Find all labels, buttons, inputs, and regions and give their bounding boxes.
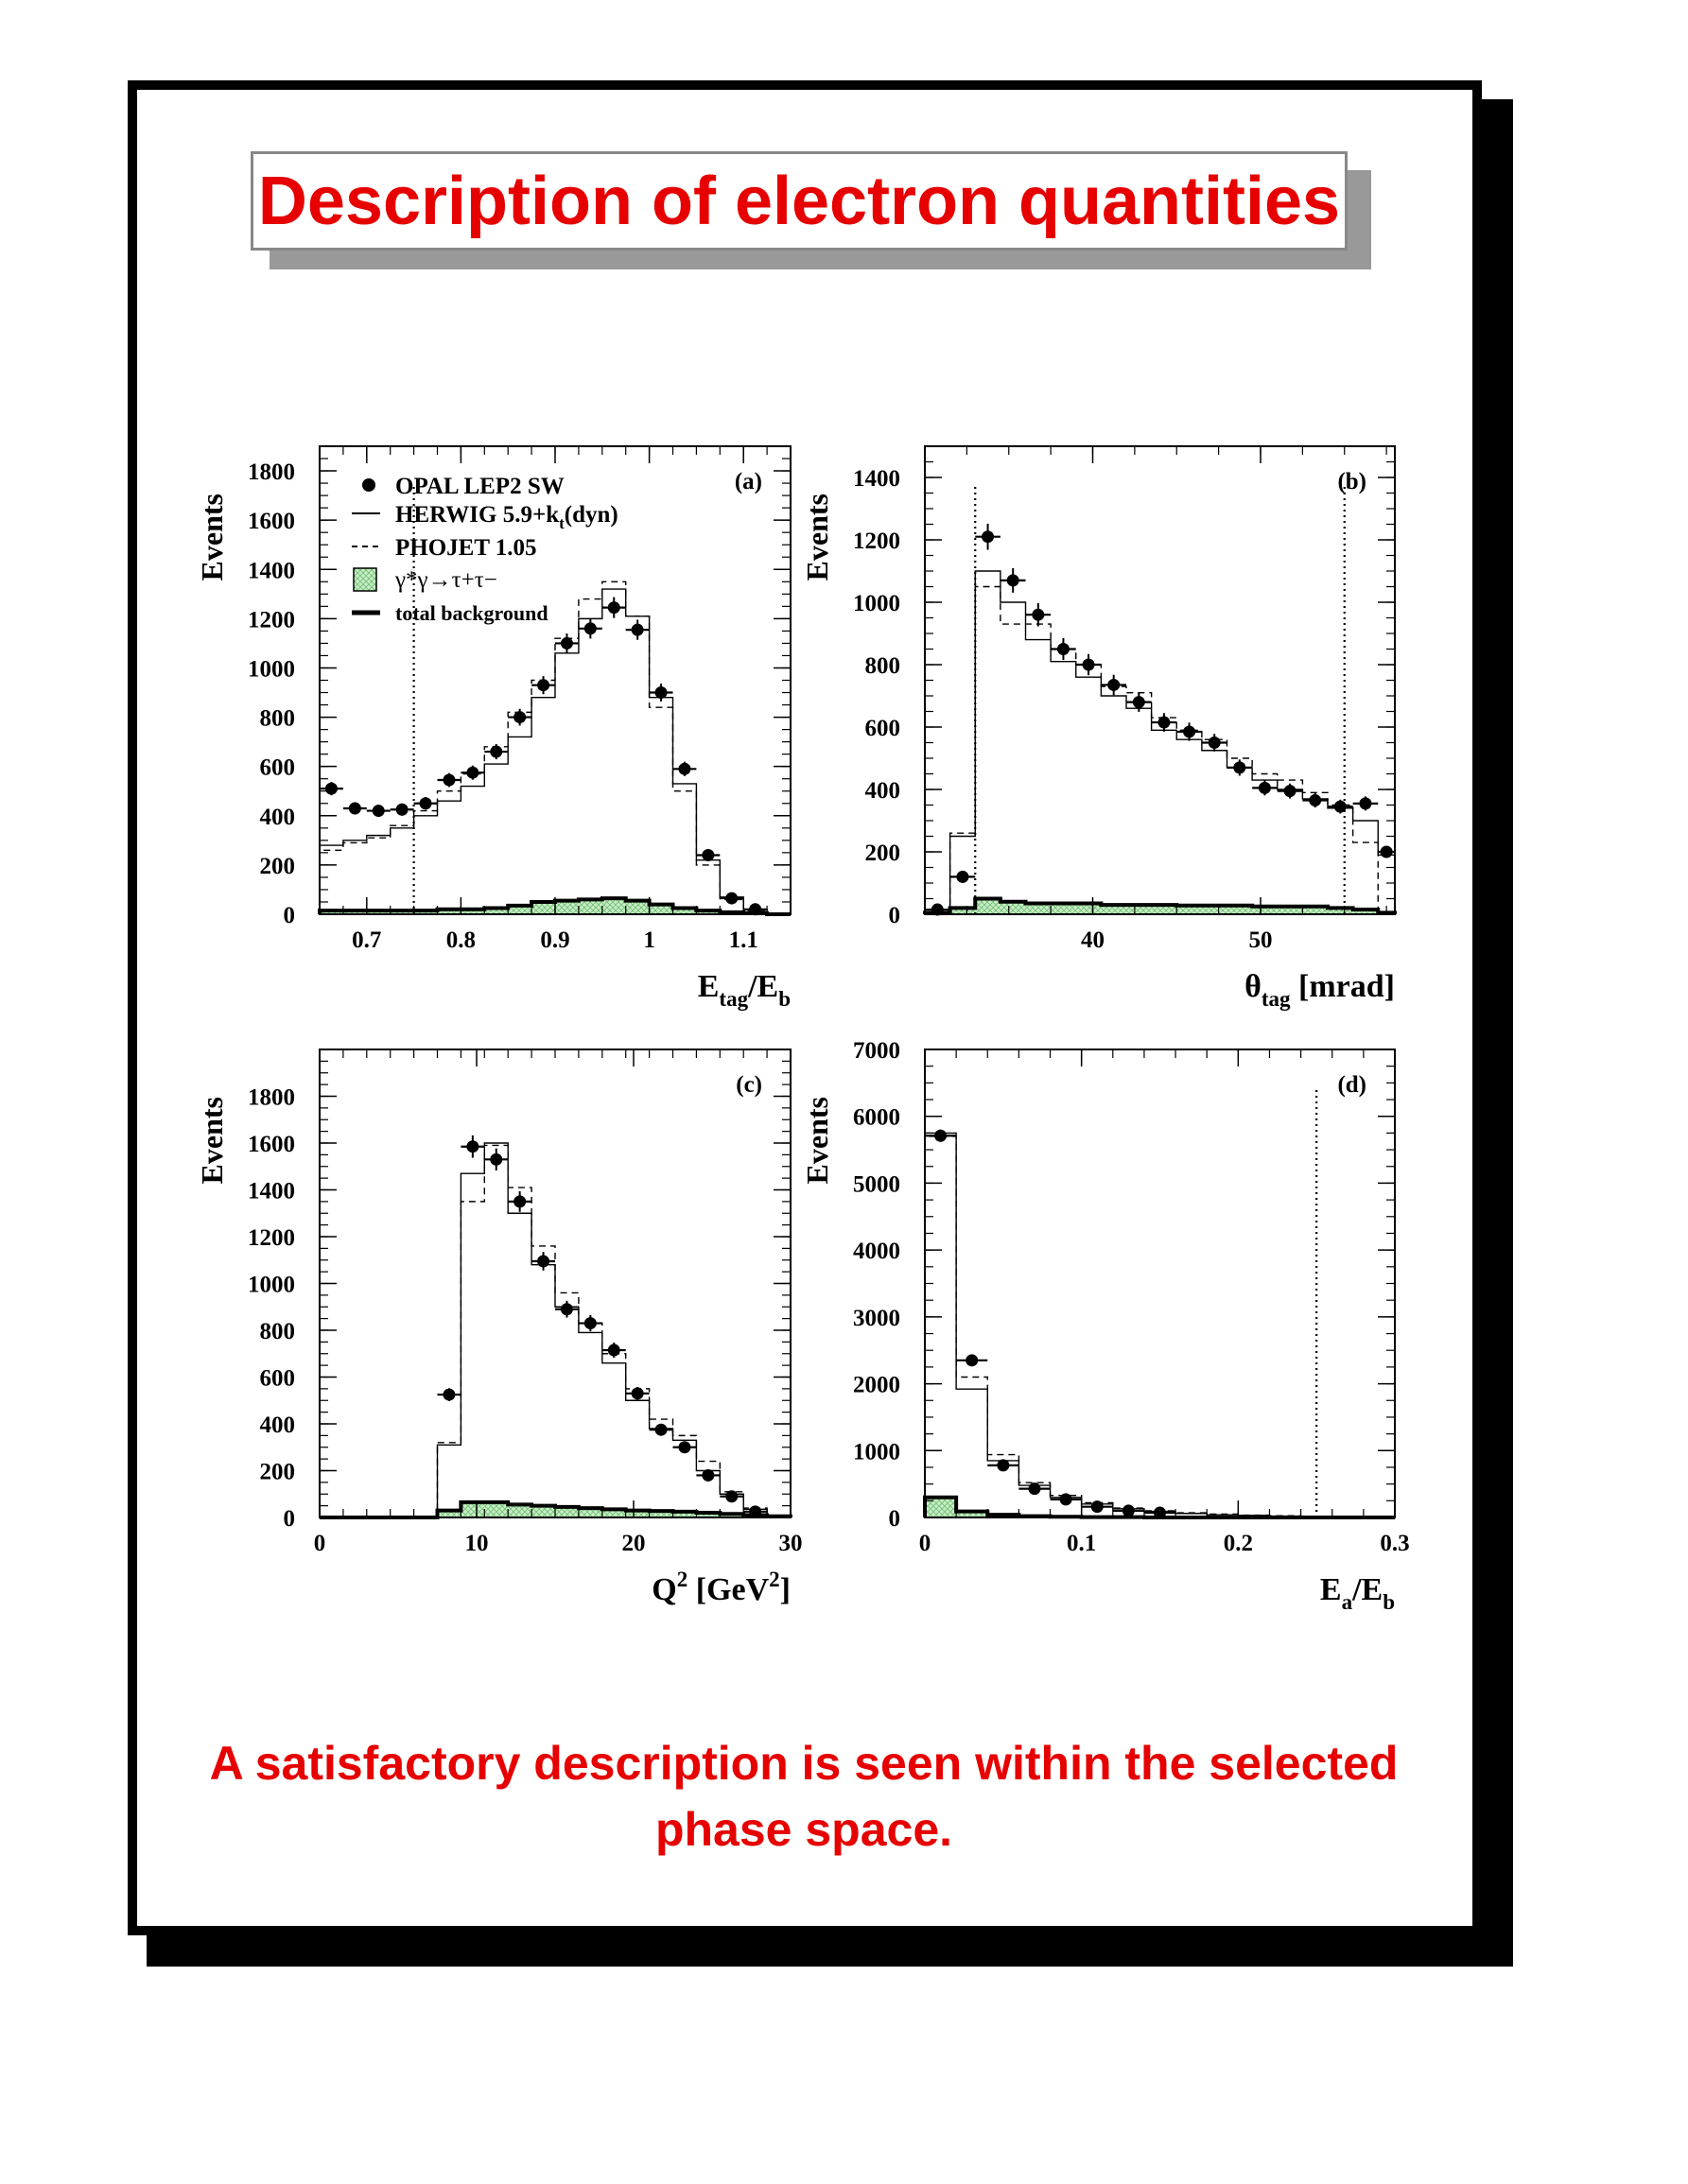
y-tick-label: 1000 xyxy=(248,1272,295,1298)
background-bin xyxy=(484,1502,508,1517)
y-tick-label: 4000 xyxy=(853,1239,900,1265)
y-tick-label: 800 xyxy=(259,1319,295,1344)
legend-tautau-swatch xyxy=(354,568,376,591)
background-bin xyxy=(461,1502,484,1517)
y-tick-label: 400 xyxy=(259,1413,295,1438)
data-point xyxy=(1107,679,1120,691)
y-tick-label: 600 xyxy=(259,754,295,781)
y-tick-label: 400 xyxy=(259,804,295,830)
data-point xyxy=(325,783,338,795)
panel-4 xyxy=(800,1038,1410,1614)
background-bin xyxy=(579,899,602,914)
legend-herwig-sub: t xyxy=(559,514,565,532)
y-tick-label: 7000 xyxy=(853,1038,900,1064)
conclusion-line-1: A satisfactory description is seen within the selected xyxy=(209,1737,1399,1790)
data-point xyxy=(982,530,994,543)
y-tick-label: 200 xyxy=(864,841,900,866)
y-tick-label: 1800 xyxy=(248,1084,295,1111)
panel-2 xyxy=(800,446,1395,1011)
plot-frame xyxy=(925,1049,1395,1517)
data-point xyxy=(373,805,385,817)
x-tick-label: 30 xyxy=(778,1531,803,1556)
data-point xyxy=(1028,1482,1040,1495)
data-point xyxy=(561,1303,573,1315)
y-tick-label: 400 xyxy=(864,778,900,804)
x-tick-label: 0 xyxy=(313,1531,326,1556)
y-tick-label: 0 xyxy=(283,903,295,928)
x-tick-label: 1.1 xyxy=(728,927,758,953)
data-point xyxy=(443,774,455,787)
y-tick-label: 0 xyxy=(283,1506,295,1532)
plot-frame xyxy=(925,446,1395,914)
x-tick-label: 50 xyxy=(1248,927,1273,953)
data-point xyxy=(749,1505,761,1517)
background-bin xyxy=(975,899,1001,915)
x-tick-label: 1 xyxy=(643,927,655,953)
panel-label: (a) xyxy=(734,469,762,494)
y-tick-label: 0 xyxy=(888,903,900,928)
background-bin xyxy=(508,1504,531,1517)
legend-tautau-label: γ*γ→τ+τ− xyxy=(395,567,497,593)
data-point xyxy=(349,802,361,814)
data-point xyxy=(513,1195,526,1207)
data-point xyxy=(632,624,644,636)
y-axis-label: Events xyxy=(800,494,834,581)
phojet-histogram xyxy=(320,1145,791,1517)
data-point xyxy=(561,637,573,650)
data-point xyxy=(1209,737,1221,749)
data-point xyxy=(934,1130,947,1142)
data-point xyxy=(702,849,714,861)
y-tick-label: 1200 xyxy=(248,1225,295,1251)
data-point xyxy=(725,1490,738,1502)
data-point xyxy=(1309,794,1321,806)
conclusion-text xyxy=(142,1730,1466,1863)
data-point xyxy=(584,622,597,634)
data-point xyxy=(1359,797,1371,809)
data-point xyxy=(655,686,668,699)
y-tick-label: 1400 xyxy=(248,1178,295,1205)
data-point xyxy=(1060,1493,1072,1505)
x-tick-label: 0.2 xyxy=(1223,1531,1253,1556)
data-point xyxy=(1032,609,1044,621)
x-tick-label: 0.3 xyxy=(1380,1531,1410,1556)
y-tick-label: 1200 xyxy=(853,529,900,554)
data-point xyxy=(1122,1504,1135,1517)
panel-1 xyxy=(195,446,791,1011)
y-tick-label: 1000 xyxy=(853,1439,900,1465)
y-tick-label: 2000 xyxy=(853,1372,900,1398)
data-point xyxy=(608,1344,620,1357)
background-bin xyxy=(602,898,626,914)
x-axis-label: $\theta_{tag}$ [mrad] xyxy=(1244,969,1395,1011)
y-tick-label: 1400 xyxy=(853,466,900,492)
y-tick-label: 1000 xyxy=(853,591,900,616)
herwig-histogram xyxy=(925,571,1395,914)
data-point xyxy=(1233,761,1245,773)
data-point xyxy=(1057,643,1070,655)
data-point xyxy=(420,797,432,809)
y-tick-label: 0 xyxy=(888,1506,900,1532)
y-tick-label: 3000 xyxy=(853,1305,900,1331)
x-tick-label: 40 xyxy=(1081,927,1105,953)
data-point xyxy=(1284,785,1296,797)
data-point xyxy=(537,679,549,691)
y-axis-label: Events xyxy=(800,1097,834,1185)
y-tick-label: 600 xyxy=(259,1365,295,1392)
conclusion-line-2: phase space. xyxy=(654,1803,953,1856)
data-point xyxy=(608,601,620,614)
x-tick-label: 0.8 xyxy=(445,927,477,953)
legend-herwig-label xyxy=(395,502,618,532)
phojet-histogram xyxy=(925,587,1395,915)
data-point xyxy=(584,1317,597,1329)
data-point xyxy=(537,1255,549,1267)
y-tick-label: 600 xyxy=(864,716,900,741)
data-point xyxy=(1007,574,1019,586)
data-point xyxy=(1183,725,1195,737)
panel-label: (d) xyxy=(1337,1072,1366,1098)
x-tick-label: 0 xyxy=(918,1531,931,1556)
data-point xyxy=(1083,659,1095,671)
data-point xyxy=(466,1140,479,1153)
data-point xyxy=(655,1424,668,1436)
data-point xyxy=(725,893,738,905)
y-tick-label: 200 xyxy=(259,853,295,879)
legend-total-bg-label: total background xyxy=(395,601,548,625)
panel-3 xyxy=(195,1049,803,1607)
herwig-histogram xyxy=(320,1143,791,1517)
y-tick-label: 800 xyxy=(864,653,900,679)
y-tick-label: 1800 xyxy=(248,459,295,486)
x-tick-label: 0.7 xyxy=(352,927,382,953)
y-tick-label: 6000 xyxy=(853,1104,900,1131)
data-point xyxy=(678,1441,690,1453)
data-point xyxy=(1334,801,1347,813)
data-point xyxy=(1091,1500,1104,1513)
legend-data-marker xyxy=(362,478,375,492)
background-bin xyxy=(555,901,579,914)
data-point xyxy=(1133,696,1145,708)
y-axis-label: Events xyxy=(195,494,229,581)
herwig-histogram xyxy=(925,1133,1395,1517)
y-tick-label: 1400 xyxy=(248,558,295,584)
data-point xyxy=(513,711,526,723)
data-point xyxy=(678,763,690,775)
x-tick-label: 0.9 xyxy=(540,927,570,953)
data-point xyxy=(956,871,968,883)
legend-herwig-main: HERWIG 5.9+k xyxy=(395,502,560,528)
data-point xyxy=(1259,782,1271,794)
panel-label: (c) xyxy=(736,1072,762,1098)
x-tick-label: 10 xyxy=(464,1531,489,1556)
x-tick-label: 20 xyxy=(621,1531,646,1556)
x-axis-label: $E_{tag}/E_b$ xyxy=(697,969,791,1011)
legend-phojet-label: PHOJET 1.05 xyxy=(395,535,537,561)
legend-data-label: OPAL LEP2 SW xyxy=(395,474,565,499)
y-tick-label: 1600 xyxy=(248,1132,295,1157)
panel-label: (b) xyxy=(1337,469,1366,494)
background-bin xyxy=(626,901,650,914)
y-tick-label: 200 xyxy=(259,1459,295,1485)
data-point xyxy=(632,1387,644,1399)
data-point xyxy=(396,804,409,816)
y-tick-label: 1600 xyxy=(248,509,295,535)
data-point xyxy=(466,767,479,779)
data-point xyxy=(490,746,502,758)
y-tick-label: 1000 xyxy=(248,656,295,683)
x-axis-label: $Q^2$ [GeV$^2$] xyxy=(652,1568,791,1607)
data-point xyxy=(490,1153,502,1166)
x-tick-label: 0.1 xyxy=(1067,1531,1097,1556)
data-point xyxy=(966,1354,978,1366)
y-axis-label: Events xyxy=(195,1097,229,1185)
data-point xyxy=(443,1389,455,1401)
data-point xyxy=(1157,717,1170,729)
slide-title: Description of electron quantities xyxy=(257,163,1341,239)
data-point xyxy=(997,1459,1009,1471)
data-point xyxy=(702,1469,714,1482)
y-tick-label: 1200 xyxy=(248,607,295,633)
legend-herwig-suffix: (dyn) xyxy=(564,502,618,528)
y-tick-label: 5000 xyxy=(853,1171,900,1198)
y-tick-label: 800 xyxy=(259,705,295,732)
x-axis-label: $E_a/E_b$ xyxy=(1319,1572,1395,1614)
